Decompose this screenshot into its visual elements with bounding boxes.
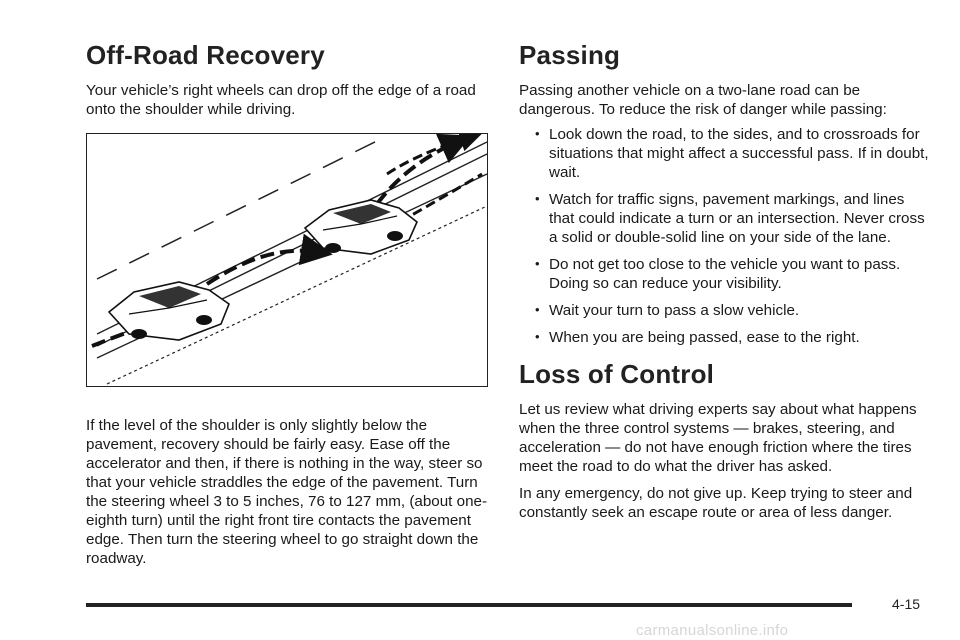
bullet-text: Do not get too close to the vehicle you want to pass. Doing so can reduce your visibility. [549, 256, 901, 292]
off-road-recovery-illustration [86, 133, 488, 387]
path-arrow-middle [207, 251, 317, 284]
car-front [305, 200, 417, 254]
loss-of-control-paragraph-2: In any emergency, do not give up. Keep trying to steer and constantly seek an escape route or area of less danger. [519, 485, 913, 521]
passing-intro: Passing another vehicle on a two-lane road can be dangerous. To reduce the risk of danger while passing: [519, 82, 887, 118]
off-road-intro: Your vehicle’s right wheels can drop off the edge of a road onto the shoulder while driving. [86, 82, 476, 118]
loss-of-control-paragraph-1: Let us review what driving experts say about what happens when the three control systems — brakes, steering, and acceleration — do not have enough friction where the tires meet the road to do what the driver has asked. [519, 401, 917, 475]
footer-rule [86, 603, 852, 607]
bullet-icon: • [535, 256, 540, 271]
page-number: 4-15 [892, 596, 921, 612]
list-item [519, 328, 929, 347]
watermark-text: carmanualsonline.info [636, 622, 789, 639]
off-road-body: If the level of the shoulder is only slightly below the pavement, recovery should be fairly easy. Ease off the accelerator and then, if there is nothing in the way, steer so that your vehicle straddles the edge of the pavement. Turn the steering wheel 3 to 5 inches, 76 to 127 mm, (about one-eighth turn) until the right front tire contacts the pavement edge. Then turn the steering wheel to go straight down the roadway. [86, 417, 488, 567]
road-illustration-svg [87, 134, 487, 386]
car-rear [109, 282, 229, 340]
off-road-recovery-heading: Off-Road Recovery [86, 40, 325, 70]
list-item [519, 190, 929, 247]
bullet-icon: • [535, 329, 540, 344]
bullet-text: Wait your turn to pass a slow vehicle. [549, 302, 800, 319]
passing-heading: Passing [519, 40, 621, 70]
list-item [519, 301, 929, 320]
bullet-icon: • [535, 126, 540, 141]
passing-bullet-list [519, 125, 929, 347]
bullet-text: Watch for traffic signs, pavement markings, and lines that could indicate a turn or an intersection. Never cross a solid or double-solid line on your side of the lane. [549, 191, 925, 246]
list-item [519, 125, 929, 182]
bullet-icon: • [535, 302, 540, 317]
list-item [519, 255, 929, 293]
bullet-icon: • [535, 191, 540, 206]
loss-of-control-heading: Loss of Control [519, 359, 715, 389]
left-column [86, 40, 490, 568]
bullet-text: Look down the road, to the sides, and to crossroads for situations that might affect a successful pass. If in doubt, wait. [549, 126, 929, 181]
bullet-text: When you are being passed, ease to the right. [549, 329, 860, 346]
right-column [519, 40, 929, 522]
